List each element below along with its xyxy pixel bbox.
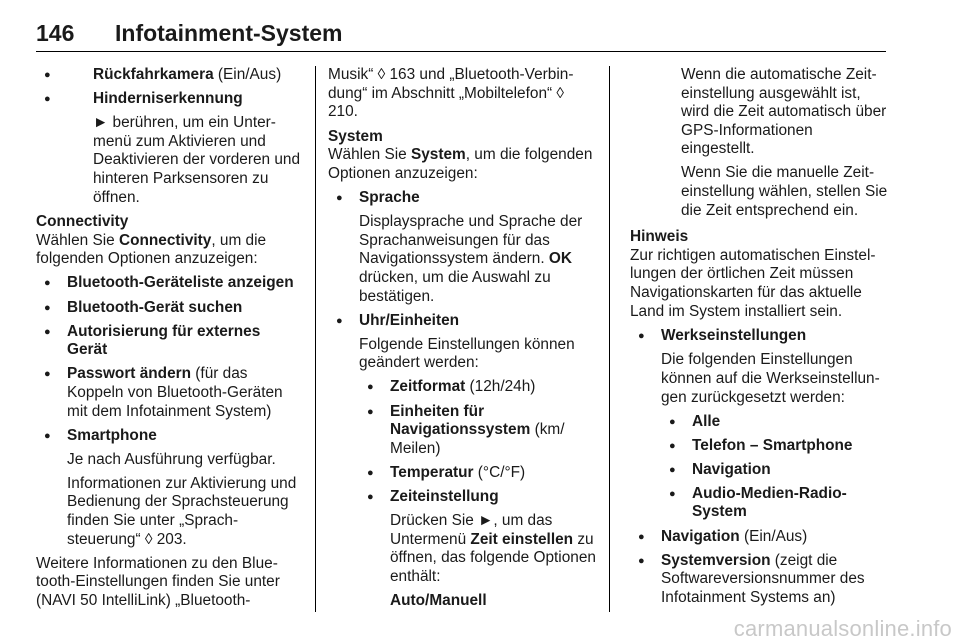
column-1	[36, 66, 302, 610]
manual-time-desc: Wenn Sie die manuelle Zeiteinstellung wählen, stellen Sie die Zeit entsprechend ein.	[681, 164, 888, 219]
bluetooth-reference: Musik“ ◊ 163 und „Bluetooth-Verbindung“ im Abschnitt „Mobiltelefon“ ◊ 210.	[328, 66, 574, 121]
header-rule	[36, 51, 886, 52]
column-3	[630, 66, 890, 613]
system-heading: System	[328, 127, 383, 145]
uhr-einheiten-desc: Folgende Einstellungen können geändert werden:	[359, 335, 575, 372]
hinderniserkennung-desc: ► berühren, um ein Untermenü zum Aktivieren und Deaktivieren der vorderen und hinteren Parksensoren zu öffnen.	[93, 114, 301, 206]
column-divider-2	[609, 66, 610, 612]
werkseinstellungen-desc: Die folgenden Einstellungen können auf die Werkseinstellungen zurückgesetzt werden:	[661, 351, 880, 406]
list-item-smartphone: ● Smartphone	[36, 427, 302, 446]
list-item-alle: ● Alle	[630, 413, 890, 432]
page-header	[36, 20, 886, 52]
list-item-hinderniserkennung: ● Hinderniserkennung	[36, 90, 302, 109]
list-item-navigation-reset: ● Navigation	[630, 461, 890, 480]
list-item-telefon: ● Telefon – Smartphone	[630, 437, 890, 456]
list-item-einheiten: ● Einheiten für Navigationssystem (km/ Meilen)	[328, 403, 596, 459]
more-info-text: Weitere Informationen zu den Bluetooth-Einstellungen finden Sie unter (NAVI 50 IntelliLink) „Bluetooth-	[36, 554, 280, 609]
list-item-zeitformat: ● Zeitformat (12h/24h)	[328, 378, 596, 397]
list-item-bt-list: ● Bluetooth-Geräteliste anzeigen	[36, 274, 302, 293]
auto-manual-label: Auto/Manuell	[390, 591, 487, 609]
list-item-password: ● Passwort ändern (für das Koppeln von Bluetooth-Geräten mit dem Infotainment System)	[36, 365, 302, 421]
connectivity-heading: Connectivity	[36, 213, 129, 231]
column-2	[328, 66, 596, 616]
auto-time-desc: Wenn die automatische Zeiteinstellung ausgewählt ist, wird die Zeit automatisch über GPS-Informationen eingestellt.	[681, 66, 887, 158]
list-item-systemversion: ● Systemversion (zeigt die Softwareversionsnummer des Infotainment Systems an)	[630, 552, 890, 608]
list-item-authorization: ● Autorisierung für externes Gerät	[36, 323, 302, 360]
hint-text: Zur richtigen automatischen Einstellungen der örtlichen Zeit müssen Navigationskarten für das aktuelle Land im System installiert sein.	[630, 246, 876, 320]
list-item-werkseinstellungen: ● Werkseinstellungen	[630, 327, 890, 346]
list-item-temperatur: ● Temperatur (°C/°F)	[328, 464, 596, 483]
zeiteinstellung-desc: Drücken Sie ►, um das Untermenü Zeit einstellen zu öffnen, das folgende Optionen enthält:	[390, 511, 596, 585]
smartphone-desc-2: Informationen zur Aktivierung und Bedienung der Sprachsteuerung finden Sie unter „Sprachsteuerung“ ◊ 203.	[67, 474, 297, 548]
connectivity-intro: Wählen Sie Connectivity, um die folgenden Optionen anzuzeigen:	[36, 231, 267, 268]
list-item-zeiteinstellung: ● Zeiteinstellung	[328, 488, 596, 507]
list-item-rueckfahrkamera: ● Rückfahrkamera (Ein/Aus)	[36, 66, 302, 85]
page-number: 146	[36, 20, 75, 46]
list-item-audio: ● Audio-Medien-Radio-System	[630, 485, 890, 522]
system-intro: Wählen Sie System, um die folgenden Optionen anzuzeigen:	[328, 146, 593, 182]
column-divider-1	[315, 66, 316, 612]
running-title: Infotainment-System	[115, 20, 343, 46]
list-item-uhr-einheiten: ● Uhr/Einheiten	[328, 312, 596, 331]
hint-heading: Hinweis	[630, 228, 689, 246]
list-item-bt-search: ● Bluetooth-Gerät suchen	[36, 299, 302, 318]
list-item-navigation: ● Navigation (Ein/Aus)	[630, 528, 890, 547]
smartphone-desc-1: Je nach Ausführung verfügbar.	[67, 450, 276, 468]
watermark: carmanualsonline.info	[733, 616, 952, 642]
sprache-desc: Displaysprache und Sprache der Sprachanweisungen für das Navigationssystem ändern. OK drücken, um die Auswahl zu bestätigen.	[359, 213, 583, 305]
list-item-sprache: ● Sprache	[328, 189, 596, 208]
